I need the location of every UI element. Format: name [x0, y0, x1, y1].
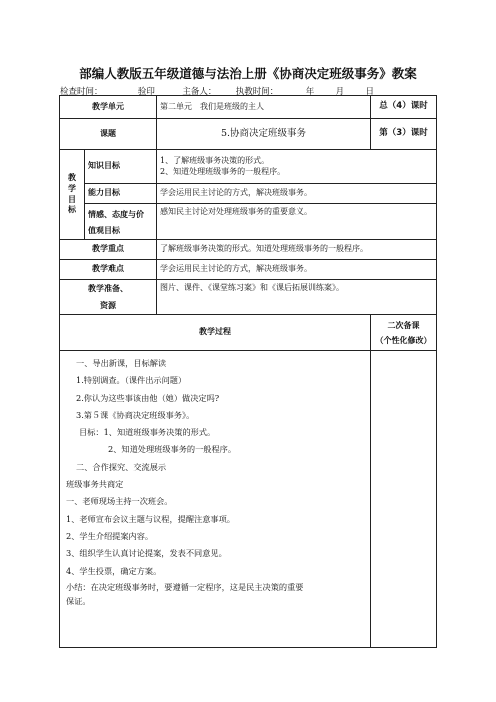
process-line: 4、学生投票，确定方案。 — [66, 565, 162, 576]
process-header-row — [60, 315, 437, 351]
month-label: 月 — [335, 87, 345, 97]
lesson-number: 第（3）课时 — [371, 119, 437, 150]
process-body-row — [60, 351, 437, 648]
difficulty-row — [60, 260, 437, 280]
total-hours: 总（4）课时 — [371, 96, 437, 119]
ability-row — [60, 184, 437, 204]
ability-label: 能力目标 — [85, 184, 157, 204]
process-line: 1.特别调查。（课件出示问题） — [76, 375, 187, 386]
difficulty-value: 学会运用民主讨论的方式，解决班级事务。 — [157, 260, 437, 280]
key-label: 教学重点 — [60, 240, 157, 260]
process-line: 2.你认为这些事该由他（她）做决定吗? — [76, 392, 220, 403]
key-value: 了解班级事务决策的形式。知道处理班级事务的一般程序。 — [157, 240, 437, 260]
topic-row — [60, 119, 437, 150]
knowledge-row — [60, 150, 437, 184]
unit-row — [60, 96, 437, 119]
year-label: 年 — [305, 87, 315, 97]
process-line: 2、知道处理班级事务的一般程序。 — [108, 444, 237, 455]
emotion-row — [60, 204, 437, 240]
emotion-value: 感知民主讨论对处理班级事务的重要意义。 — [157, 204, 437, 240]
topic-label: 课题 — [60, 119, 157, 150]
knowledge-items — [157, 150, 437, 184]
knowledge-label: 知识目标 — [85, 150, 157, 184]
emotion-label: 情感、态度与价 值观目标 — [85, 204, 157, 240]
lesson-plan-table — [59, 95, 437, 648]
knowledge-item: 2、知道处理班级事务的一般程序。 — [160, 166, 286, 176]
document-title: 部编人教版五年级道德与法治上册《协商决定班级事务》教案 — [79, 66, 417, 81]
ability-value: 学会运用民主讨论的方式，解决班级事务。 — [157, 184, 437, 204]
second-prep-label: 二次备课 （个性化修改） — [371, 315, 437, 351]
exec-time-label: 执教时间： — [235, 87, 279, 97]
check-time-label: 检查时间： — [60, 87, 103, 97]
process-line: 二、合作探究、交流展示 — [76, 461, 167, 472]
difficulty-label: 教学难点 — [60, 260, 157, 280]
key-row — [60, 240, 437, 260]
unit-label: 教学单元 — [60, 96, 157, 119]
verified-label: 验印 — [137, 87, 155, 97]
prep-value: 图片、课件、《课堂练习案》和《课后拓展训练案》。 — [157, 280, 437, 315]
process-line: 3.第５课《协商决定班级事务》。 — [76, 409, 195, 420]
process-line: 目标：1、知道班级事务决策的形式。 — [79, 427, 216, 438]
process-line: 班级事务共商定 — [66, 479, 124, 490]
knowledge-item: 1、了解班级事务决策的形式。 — [160, 155, 270, 165]
process-label: 教学过程 — [60, 315, 371, 351]
day-label: 日 — [365, 87, 375, 97]
topic-value: 5.协商决定班级事务 — [157, 119, 371, 150]
process-line: 2、学生介绍提案内容。 — [66, 530, 154, 541]
process-line: 一、导出新课，目标解读 — [76, 358, 167, 368]
preparer-label: 主备人： — [182, 87, 217, 97]
process-line: 小结：在决定班级事务时，要遵循一定程序，这是民主决策的重要 — [66, 581, 304, 592]
second-prep-cell[interactable] — [371, 351, 437, 648]
process-line: 1、老师宣布会议主题与议程，提醒注意事项。 — [66, 513, 235, 524]
process-line: 一、老师现场主持一次班会。 — [66, 496, 173, 507]
objectives-label: 教 学 目 标 — [60, 150, 85, 240]
process-line: 3、组织学生认真讨论提案，发表不同意见。 — [66, 548, 227, 559]
prep-label: 教学准备、 资源 — [60, 280, 157, 315]
process-line: 保证。 — [66, 595, 91, 606]
unit-value: 第二单元 我们是班级的主人 — [157, 96, 371, 119]
process-content — [60, 351, 371, 648]
prep-row — [60, 280, 437, 315]
